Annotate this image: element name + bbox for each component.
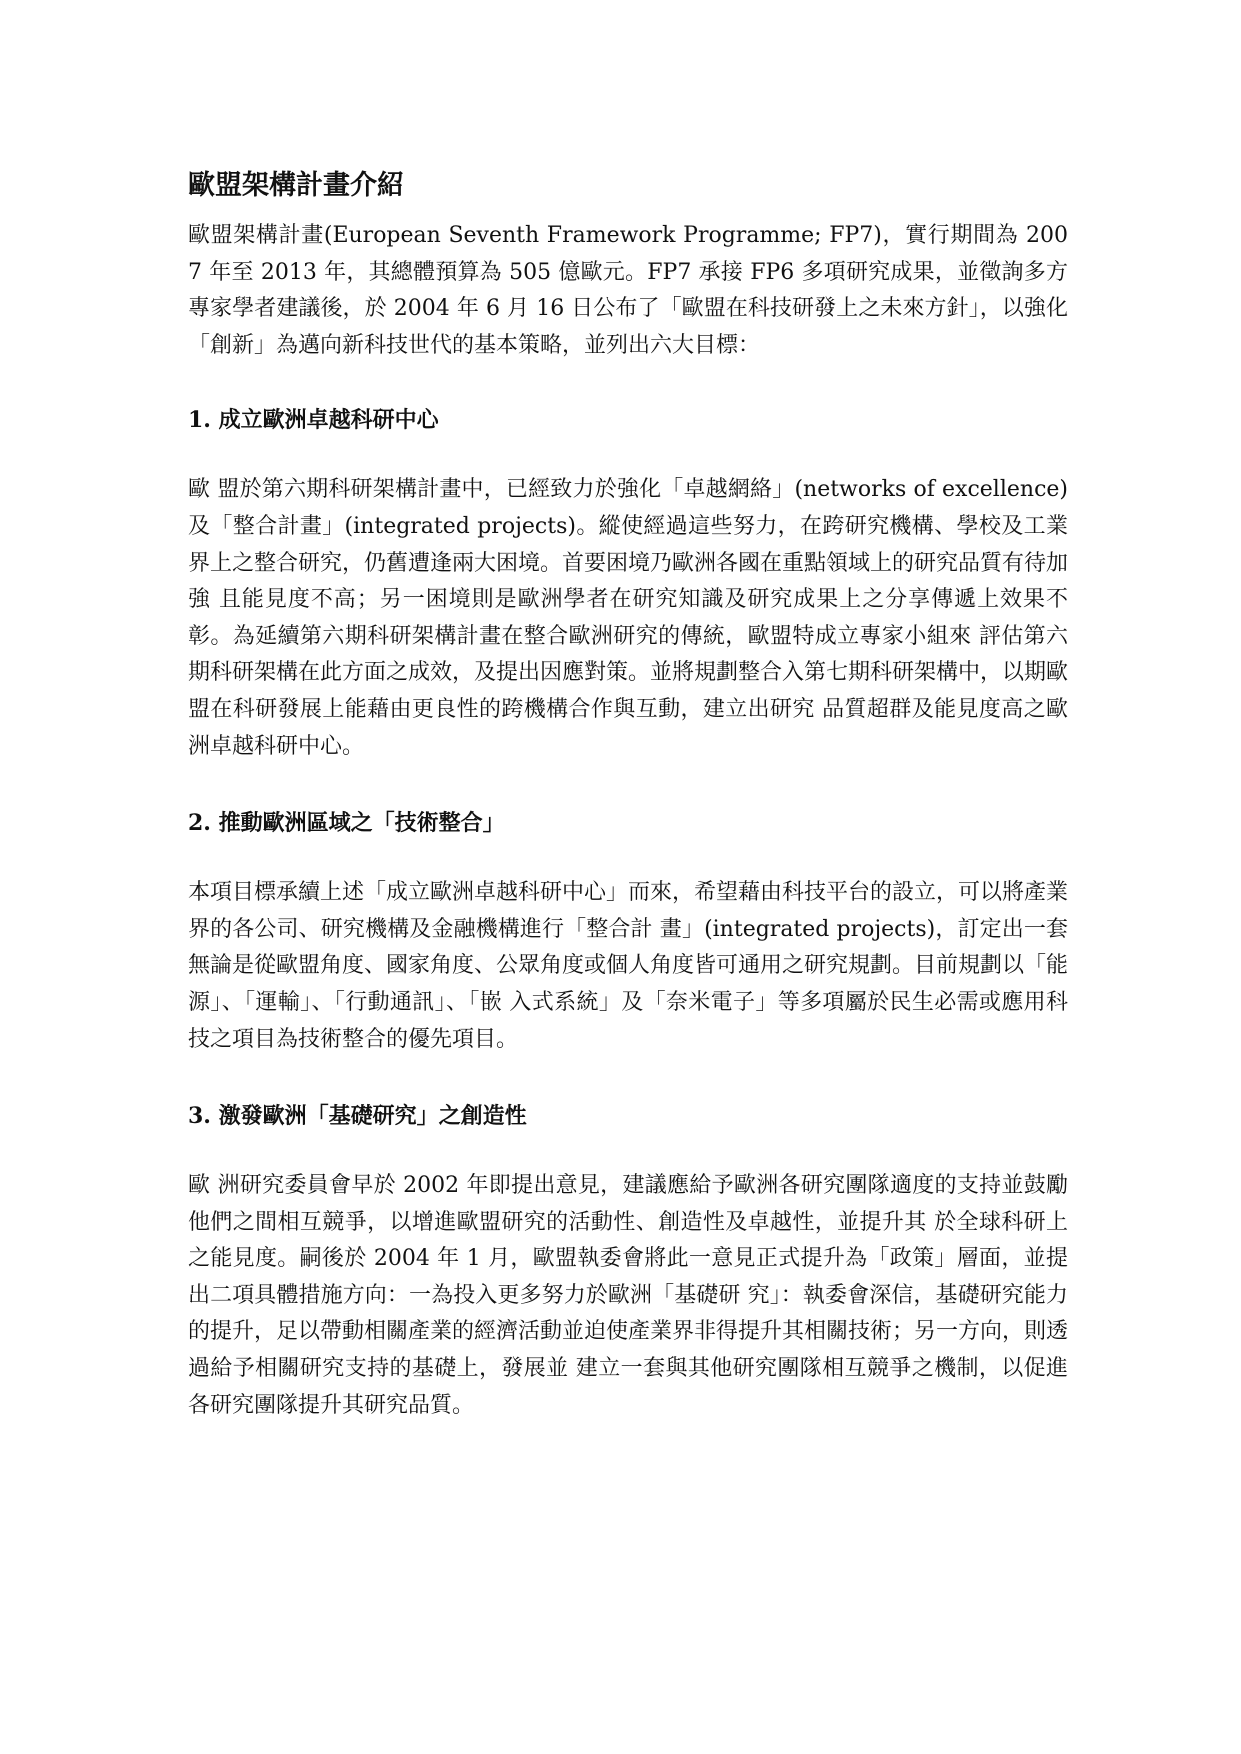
spacer [188,841,1068,875]
section-2 [188,805,1068,1058]
section-3 [188,1098,1068,1424]
intro-paragraph: 歐盟架構計畫(European Seventh Framework Programme; FP7)，實行期間為 2007 年至 2013 年，其總體預算為 505 億歐元。FP7 承接 FP6 多項研究成果，並徵詢多方專家學者建議後，於 2004 年 6 月 16 日公布了「歐盟在科技研發上之未來方針」，以強化「創新」為邁向新科技世代的基本策略，並列出六大目標： [188,223,1068,358]
document-content [188,164,1068,1424]
spacer [188,438,1068,472]
spacer [188,1058,1068,1098]
spacer [188,1134,1068,1168]
document-title: 歐盟架構計畫介紹 [188,170,404,201]
section-paragraph: 本項目標承續上述「成立歐洲卓越科研中心」而來，希望藉由科技平台的設立，可以將產業界的各公司、研究機構及金融機構進行「整合計 畫」(integrated projects)，訂定出一套無論是從歐盟角度、國家角度、公眾角度或個人角度皆可通用之研究規劃。目前規劃以「能源」、「運輸」、「行動通訊」、「嵌 入式系統」及「奈米電子」等多項屬於民生必需或應用科技之項目為技術整合的優先項目。 [188,880,1069,1052]
spacer [188,364,1068,402]
section-1 [188,402,1068,765]
section-heading: 2. 推動歐洲區域之「技術整合」 [188,810,505,837]
section-paragraph: 歐 洲研究委員會早於 2002 年即提出意見，建議應給予歐洲各研究團隊適度的支持並鼓勵他們之間相互競爭，以增進歐盟研究的活動性、創造性及卓越性，並提升其 於全球科研上之能見度。嗣後於 2004 年 1 月，歐盟執委會將此一意見正式提升為「政策」層面，並提出二項具體措施方向：一為投入更多努力於歐洲「基礎研 究」：執委會深信，基礎研究能力的提升，足以帶動相關產業的經濟活動並迫使產業界非得提升其相關技術；另一方向，則透過給予相關研究支持的基礎上，發展並 建立一套與其他研究團隊相互競爭之機制，以促進各研究團隊提升其研究品質。 [188,1173,1069,1418]
spacer [188,765,1068,805]
section-paragraph: 歐 盟於第六期科研架構計畫中，已經致力於強化「卓越網絡」(networks of excellence)及「整合計畫」(integrated projects)。縱使經過這些努力，在跨研究機構、學校及工業界上之整合研究，仍舊遭逢兩大困境。首要困境乃歐洲各國在重點領域上的研究品質有待加強 且能見度不高；另一困境則是歐洲學者在研究知識及研究成果上之分享傳遞上效果不彰。為延續第六期科研架構計畫在整合歐洲研究的傳統，歐盟特成立專家小組來 評估第六期科研架構在此方面之成效，及提出因應對策。並將規劃整合入第七期科研架構中，以期歐盟在科研發展上能藉由更良性的跨機構合作與互動，建立出研究 品質超群及能見度高之歐洲卓越科研中心。 [188,477,1069,759]
section-heading: 3. 激發歐洲「基礎研究」之創造性 [188,1103,527,1130]
section-heading: 1. 成立歐洲卓越科研中心 [188,407,439,434]
